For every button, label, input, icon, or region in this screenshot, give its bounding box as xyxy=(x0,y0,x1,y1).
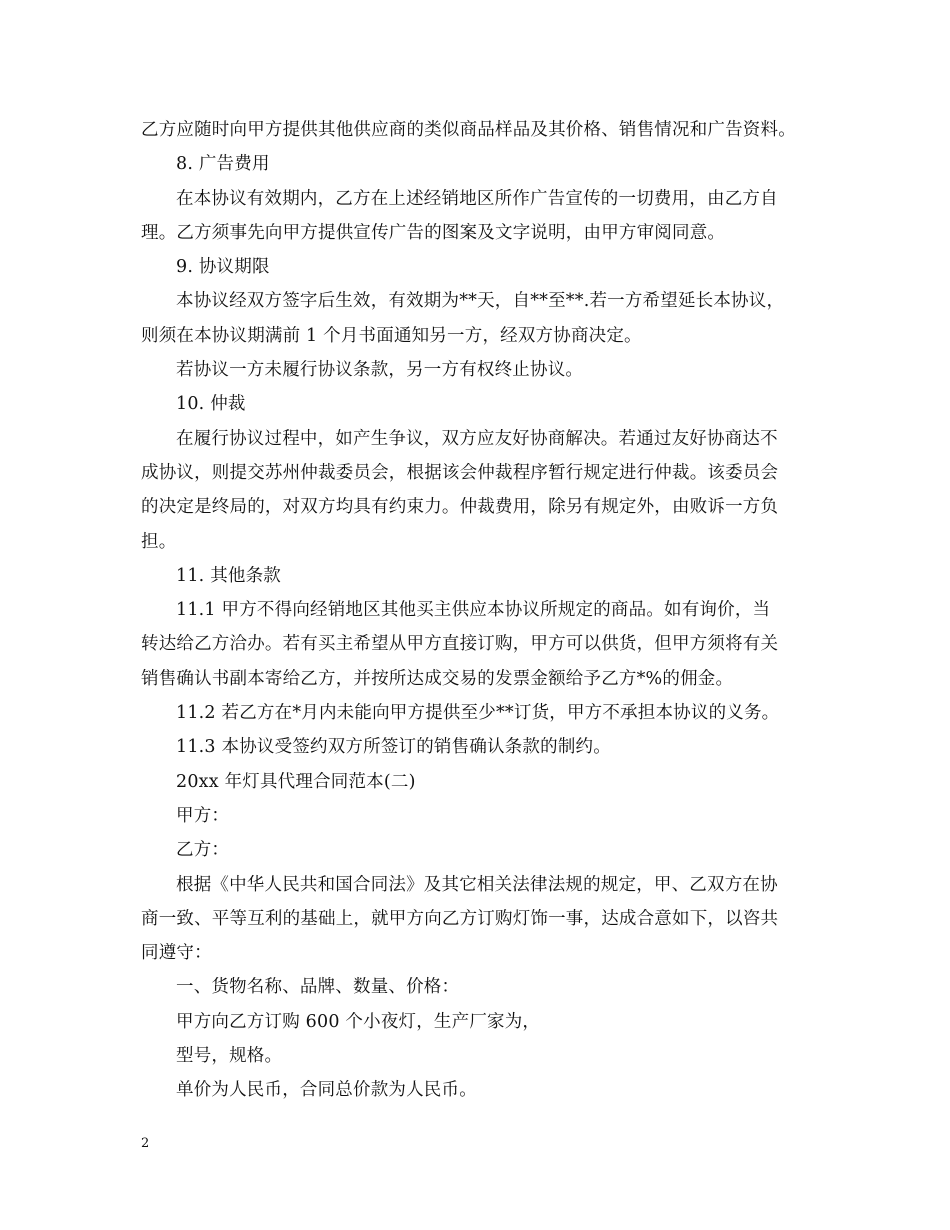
text-line: 11.1 甲方不得向经销地区其他买主供应本协议所规定的商品。如有询价，当 xyxy=(176,600,771,621)
text-line: 若协议一方未履行协议条款，另一方有权终止协议。 xyxy=(176,360,584,381)
text-line: 商一致、平等互利的基础上，就甲方向乙方订购灯饰一事，达成合意如下，以咨共 xyxy=(141,908,779,929)
text-line: 10. 仲裁 xyxy=(176,394,246,415)
text-line: 11. 其他条款 xyxy=(176,565,281,586)
text-line: 11.2 若乙方在*月内未能向甲方提供至少**订货，甲方不承担本协议的义务。 xyxy=(176,703,780,724)
text-line: 甲方向乙方订购 600 个小夜灯，生产厂家为， xyxy=(176,1011,541,1032)
text-line: 则须在本协议期满前 1 个月书面通知另一方，经双方协商决定。 xyxy=(141,325,642,346)
text-line: 在本协议有效期内，乙方在上述经销地区所作广告宣传的一切费用，由乙方自 xyxy=(176,188,778,209)
text-line: 成协议，则提交苏州仲裁委员会，根据该会仲裁程序暂行规定进行仲裁。该委员会 xyxy=(141,462,779,483)
text-line: 理。乙方须事先向甲方提供宣传广告的图案及文字说明，由甲方审阅同意。 xyxy=(141,222,726,243)
text-line: 11.3 本协议受签约双方所签订的销售确认条款的制约。 xyxy=(176,737,611,758)
text-line: 单价为人民币，合同总价款为人民币。 xyxy=(176,1080,477,1101)
text-line: 乙方： xyxy=(176,840,230,861)
text-line: 本协议经双方签字后生效，有效期为**天，自**至**.若一方希望延长本协议， xyxy=(176,291,785,312)
text-line: 8. 广告费用 xyxy=(176,154,270,175)
text-line: 9. 协议期限 xyxy=(176,257,270,278)
text-line: 甲方： xyxy=(176,805,230,826)
text-line: 在履行协议过程中，如产生争议，双方应友好协商解决。若通过友好协商达不 xyxy=(176,428,778,449)
text-line: 转达给乙方洽办。若有买主希望从甲方直接订购，甲方可以供货，但甲方须将有关 xyxy=(141,634,779,655)
text-line: 同遵守： xyxy=(141,943,212,964)
document-body xyxy=(141,113,811,1108)
text-line: 根据《中华人民共和国合同法》及其它相关法律法规的规定，甲、乙双方在协 xyxy=(176,874,778,895)
page-number: 2 xyxy=(141,1136,150,1151)
text-line: 20xx 年灯具代理合同范本(二) xyxy=(176,771,416,792)
text-line: 乙方应随时向甲方提供其他供应商的类似商品样品及其价格、销售情况和广告资料。 xyxy=(141,120,796,140)
text-line: 担。 xyxy=(141,531,177,552)
text-line: 型号，规格。 xyxy=(176,1046,283,1067)
text-line: 一、货物名称、品牌、数量、价格： xyxy=(176,977,460,998)
text-line: 销售确认书副本寄给乙方，并按所达成交易的发票金额给予乙方*%的佣金。 xyxy=(141,668,734,689)
text-line: 的决定是终局的，对双方均具有约束力。仲裁费用，除另有规定外，由败诉一方负 xyxy=(141,497,779,518)
